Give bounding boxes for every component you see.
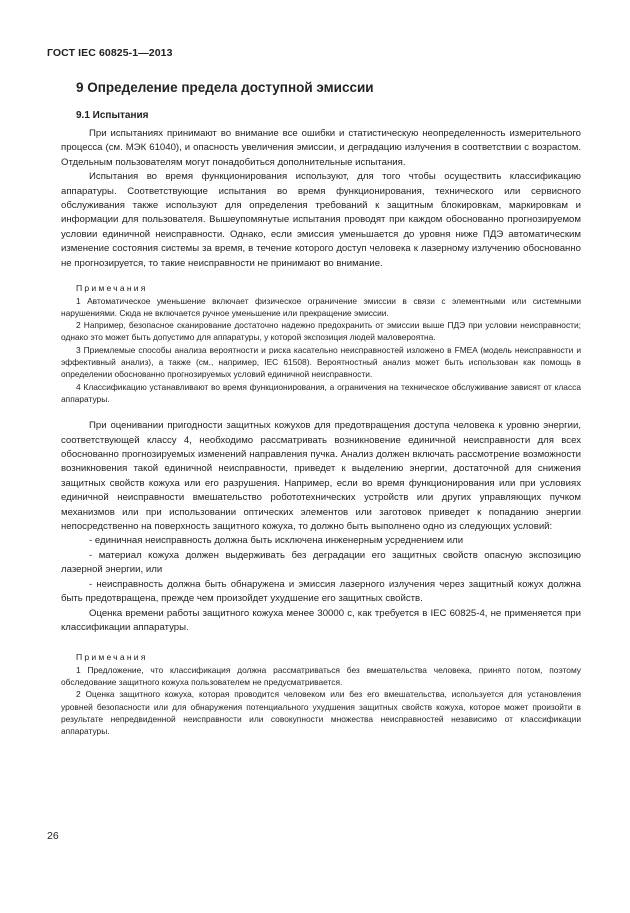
note-item: 1 Предложение, что классификация должна рассматриваться без вмешательства человека, принято потом, поэтому обследование защитного кожуха пользователем не предусматривается. xyxy=(61,664,581,688)
note-item: 2 Например, безопасное сканирование достаточно надежно предохранить от эмиссии выше ПДЭ при условии неисправности; однако это может быть допустимо для аппаратуры, у которой экспозиция людей маловероятна. xyxy=(61,320,581,343)
paragraph: Испытания во время функционирования используют, для того чтобы осуществить классификацию аппаратуры. Соответствующие испытания во время функционирования, технического или сервисного обслуживания также используют для определения требований к защитным блокировкам, маркировкам и информации для пользователя. Вышеупомянутые испытания проводят при каждом обоснованно прогнозируемом условии единичной неисправности. Однако, если эмиссия уменьшается до уровня ниже ПДЭ автоматическим изменение состояния системы за время, в течение которого доступ человека к лазерному излучению обоснованно не прогнозируется, то такие неисправности не принимают во внимание. xyxy=(61,171,581,269)
notes-title: Примечания xyxy=(76,283,148,294)
paragraph: При оценивании пригодности защитных кожухов для предотвращения доступа человека к уровню энергии, соответствующей классу 4, необходимо рассматривать возникновение единичной неисправности для всех обоснованно прогнозируемых изменений направления пучка. Анализ должен включать рассмотрение возможности возникновения такой единичной неисправности, приведет к выделению энергии, достаточной для снижения защитных свойств кожуха или его разрушения. Например, если во время функционирования или при условиях единичной неисправности вмешательство робототехнических устройств или других управляющих пучком механизмов или при использовании оптических элементов или заготовок приведет к попаданию энергии непосредственно на поверхность защитного кожуха, то должно быть выполнено одно из следующих условий: xyxy=(61,420,581,533)
note-item: 1 Автоматическое уменьшение включает физическое ограничение эмиссии в связи с элементными или системными нарушениями. Сюда не включается ручное уменьшение или прекращение эмиссии. xyxy=(61,295,581,318)
note-item: 2 Оценка защитного кожуха, которая проводится человеком или без его вмешательства, используется для установления уровней безопасности или для обнаружения потенциального ухудшения защитных свойств кожуха, которое может произойти в результате непредвиденной неисправности или совокупности множества неисправностей независимо от классификации аппаратуры. xyxy=(61,689,581,737)
notes-title: Примечания xyxy=(76,652,148,663)
page-number: 26 xyxy=(47,830,59,842)
main-content xyxy=(61,127,581,738)
document-header: ГОСТ IEC 60825-1—2013 xyxy=(47,47,173,59)
paragraph: Оценка времени работы защитного кожуха менее 30000 с, как требуется в IEC 60825-4, не применяется при классификации аппаратуры. xyxy=(61,607,581,633)
paragraph: При испытаниях принимают во внимание все ошибки и статистическую неопределенность измерительного процесса (см. МЭК 61040), и опасность увеличения эмиссии, и деградацию излучения в соответствии с возрастом. Отдельным пользователям могут понадобиться дополнительные испытания. xyxy=(61,128,581,168)
subsection-title: 9.1 Испытания xyxy=(76,110,149,121)
list-item: - материал кожуха должен выдерживать без деградации его защитных свойств опасную экспозицию лазерной энергии, или xyxy=(61,549,581,576)
list-item: - единичная неисправность должна быть исключена инженерным усреднением или xyxy=(89,535,464,547)
note-item: 4 Классификацию устанавливают во время функционирования, а ограничения на техническое обслуживание зависят от класса аппаратуры. xyxy=(61,381,581,404)
note-item: 3 Приемлемые способы анализа вероятности и риска касательно неисправностей изложено в FMEA (модель неисправности и эффективный анализ), а также (см., например, IEC 61508). Вероятностный анализ может быть использован как помощь в определении обоснованно прогнозируемых условий единичной неисправности. xyxy=(61,344,581,380)
section-title: 9 Определение предела доступной эмиссии xyxy=(76,80,374,95)
list-item: - неисправность должна быть обнаружена и эмиссия лазерного излучения через защитный кожух должна быть предотвращена, прежде чем произойдет ухудшение его защитных свойств. xyxy=(61,578,581,605)
